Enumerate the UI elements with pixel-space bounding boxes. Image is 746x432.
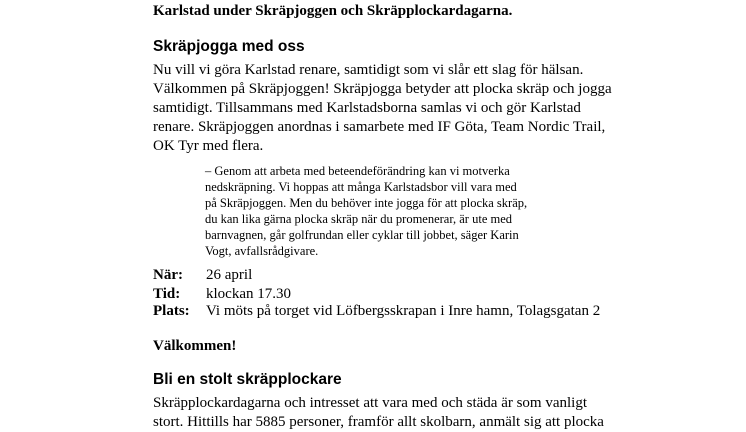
paragraph-line: Skräpplockardagarna och intresset att vara med och städa är som vanligt [153, 395, 588, 411]
intro-line: Karlstad under Skräpjoggen och Skräpplockardagarna. [153, 3, 513, 19]
welcome-text: Välkommen! [153, 338, 237, 354]
when-label: När: [153, 267, 183, 283]
quote-line: – Genom att arbeta med beteendeförändring kan vi motverka [205, 164, 510, 178]
place-label: Plats: [153, 303, 190, 319]
section-heading-skrapplockare: Bli en stolt skräpplockare [153, 371, 342, 388]
paragraph-line: stort. Hittills har 5885 personer, framför allt skolbarn, anmält sig att plocka [153, 414, 604, 430]
quote-line: Vogt, avfallsrådgivare. [205, 244, 319, 258]
quote-line: nedskräpning. Vi hoppas att många Karlstadsbor vill vara med [205, 180, 517, 194]
time-value: klockan 17.30 [206, 286, 291, 302]
paragraph-line: Välkommen på Skräpjoggen! Skräpjogga betyder att plocka skräp och jogga [153, 81, 612, 97]
paragraph-line: samtidigt. Tillsammans med Karlstadsborna samlas vi och gör Karlstad [153, 100, 581, 116]
quote-line: på Skräpjoggen. Men du behöver inte jogga för att plocka skräp, [205, 196, 528, 210]
paragraph-line: renare. Skräpjoggen anordnas i samarbete med IF Göta, Team Nordic Trail, [153, 119, 606, 135]
time-label: Tid: [153, 286, 181, 302]
paragraph-line: OK Tyr med flera. [153, 138, 264, 154]
quote-line: barnvagnen, går golfrundan eller cyklar till jobbet, säger Karin [205, 228, 519, 242]
paragraph-line: Nu vill vi göra Karlstad renare, samtidigt som vi slår ett slag för hälsan. [153, 62, 584, 78]
quote-line: du kan lika gärna plocka skräp när du promenerar, är ute med [205, 212, 513, 226]
place-value: Vi möts på torget vid Löfbergsskrapan i Inre hamn, Tolagsgatan 2 [206, 303, 601, 319]
when-value: 26 april [206, 267, 253, 283]
section-heading-skrapjogga: Skräpjogga med oss [153, 38, 305, 55]
